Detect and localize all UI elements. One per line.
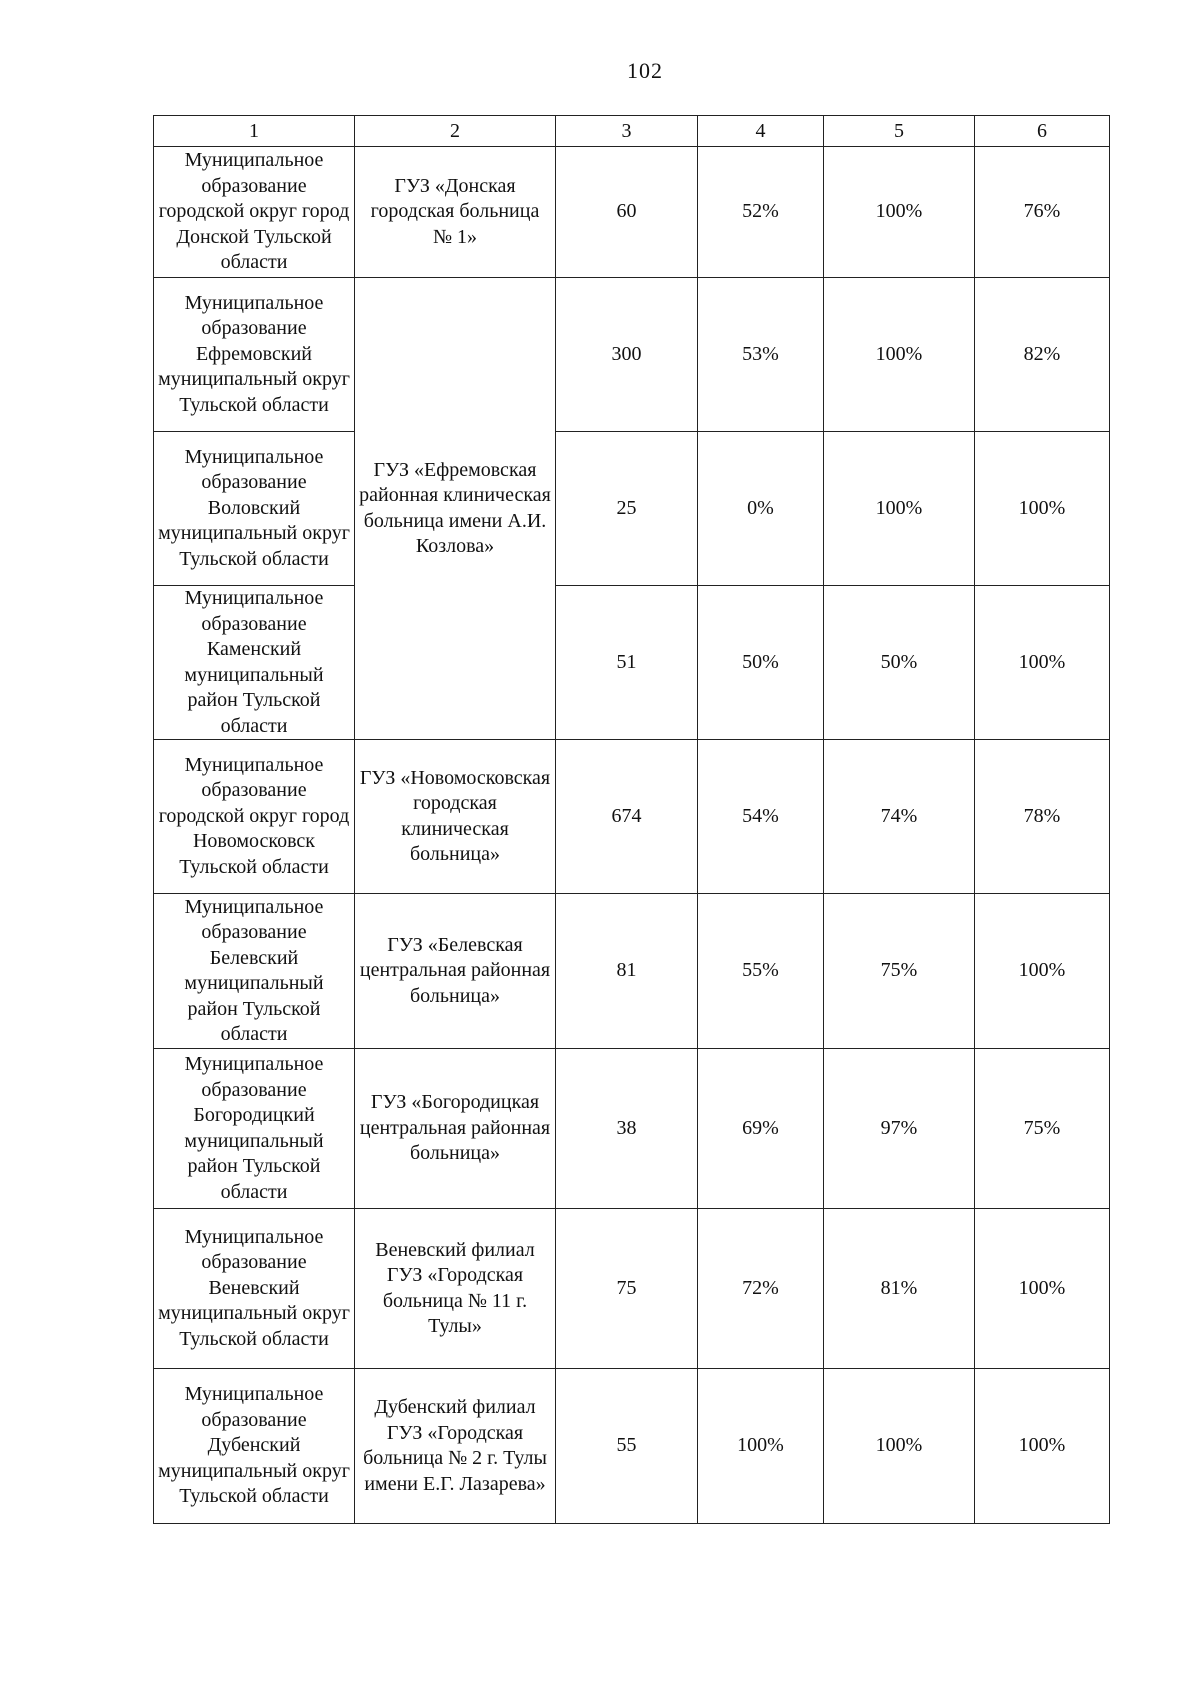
value-cell-col3: 75: [556, 1209, 698, 1369]
value-cell-col4: 69%: [698, 1049, 824, 1209]
municipality-cell: Муниципальное образование городской округ город Донской Тульской области: [154, 147, 355, 278]
value-cell-col3: 674: [556, 740, 698, 894]
header-col-5: 5: [824, 116, 975, 147]
table-row: [154, 1049, 1110, 1209]
header-col-4: 4: [698, 116, 824, 147]
table-row: [154, 432, 1110, 586]
value-cell-col6: 100%: [975, 432, 1110, 586]
institution-cell: ГУЗ «Новомосковская городская клиническая больница»: [355, 740, 556, 894]
header-col-2: 2: [355, 116, 556, 147]
value-cell-col5: 100%: [824, 1369, 975, 1524]
value-cell-col3: 25: [556, 432, 698, 586]
data-table: [153, 115, 1110, 1524]
municipality-cell: Муниципальное образование городской округ город Новомосковск Тульской области: [154, 740, 355, 894]
municipality-cell: Муниципальное образование Каменский муниципальный район Тульской области: [154, 586, 355, 740]
table-row: [154, 894, 1110, 1049]
municipality-cell: Муниципальное образование Дубенский муниципальный округ Тульской области: [154, 1369, 355, 1524]
value-cell-col5: 100%: [824, 147, 975, 278]
header-col-3: 3: [556, 116, 698, 147]
municipality-cell: Муниципальное образование Ефремовский муниципальный округ Тульской области: [154, 278, 355, 432]
table-row: [154, 740, 1110, 894]
value-cell-col3: 60: [556, 147, 698, 278]
value-cell-col3: 81: [556, 894, 698, 1049]
value-cell-col6: 100%: [975, 586, 1110, 740]
value-cell-col4: 0%: [698, 432, 824, 586]
municipality-cell: Муниципальное образование Богородицкий муниципальный район Тульской области: [154, 1049, 355, 1209]
value-cell-col5: 100%: [824, 432, 975, 586]
value-cell-col4: 72%: [698, 1209, 824, 1369]
value-cell-col5: 50%: [824, 586, 975, 740]
value-cell-col4: 52%: [698, 147, 824, 278]
municipality-cell: Муниципальное образование Белевский муниципальный район Тульской области: [154, 894, 355, 1049]
value-cell-col6: 100%: [975, 894, 1110, 1049]
table-row: [154, 1369, 1110, 1524]
value-cell-col6: 100%: [975, 1369, 1110, 1524]
value-cell-col5: 75%: [824, 894, 975, 1049]
value-cell-col6: 82%: [975, 278, 1110, 432]
institution-cell: ГУЗ «Белевская центральная районная больница»: [355, 894, 556, 1049]
value-cell-col4: 50%: [698, 586, 824, 740]
value-cell-col6: 78%: [975, 740, 1110, 894]
value-cell-col6: 75%: [975, 1049, 1110, 1209]
value-cell-col6: 100%: [975, 1209, 1110, 1369]
header-col-6: 6: [975, 116, 1110, 147]
value-cell-col3: 300: [556, 278, 698, 432]
value-cell-col3: 38: [556, 1049, 698, 1209]
table-row: [154, 1209, 1110, 1369]
value-cell-col5: 81%: [824, 1209, 975, 1369]
value-cell-col5: 74%: [824, 740, 975, 894]
institution-cell: Дубенский филиал ГУЗ «Городская больница № 2 г. Тулы имени Е.Г. Лазарева»: [355, 1369, 556, 1524]
header-col-1: 1: [154, 116, 355, 147]
value-cell-col3: 51: [556, 586, 698, 740]
table-row: [154, 278, 1110, 432]
value-cell-col5: 97%: [824, 1049, 975, 1209]
value-cell-col6: 76%: [975, 147, 1110, 278]
municipality-cell: Муниципальное образование Веневский муниципальный округ Тульской области: [154, 1209, 355, 1369]
institution-cell: ГУЗ «Богородицкая центральная районная больница»: [355, 1049, 556, 1209]
value-cell-col3: 55: [556, 1369, 698, 1524]
page-number: 102: [627, 58, 663, 83]
value-cell-col4: 100%: [698, 1369, 824, 1524]
value-cell-col4: 54%: [698, 740, 824, 894]
institution-cell: Веневский филиал ГУЗ «Городская больница № 11 г. Тулы»: [355, 1209, 556, 1369]
value-cell-col5: 100%: [824, 278, 975, 432]
institution-cell-merged: ГУЗ «Ефремовская районная клиническая больница имени А.И. Козлова»: [355, 278, 556, 740]
institution-cell: ГУЗ «Донская городская больница № 1»: [355, 147, 556, 278]
value-cell-col4: 53%: [698, 278, 824, 432]
value-cell-col4: 55%: [698, 894, 824, 1049]
table-row: [154, 586, 1110, 740]
header-row: [154, 116, 1110, 147]
table-row: [154, 147, 1110, 278]
municipality-cell: Муниципальное образование Воловский муниципальный округ Тульской области: [154, 432, 355, 586]
